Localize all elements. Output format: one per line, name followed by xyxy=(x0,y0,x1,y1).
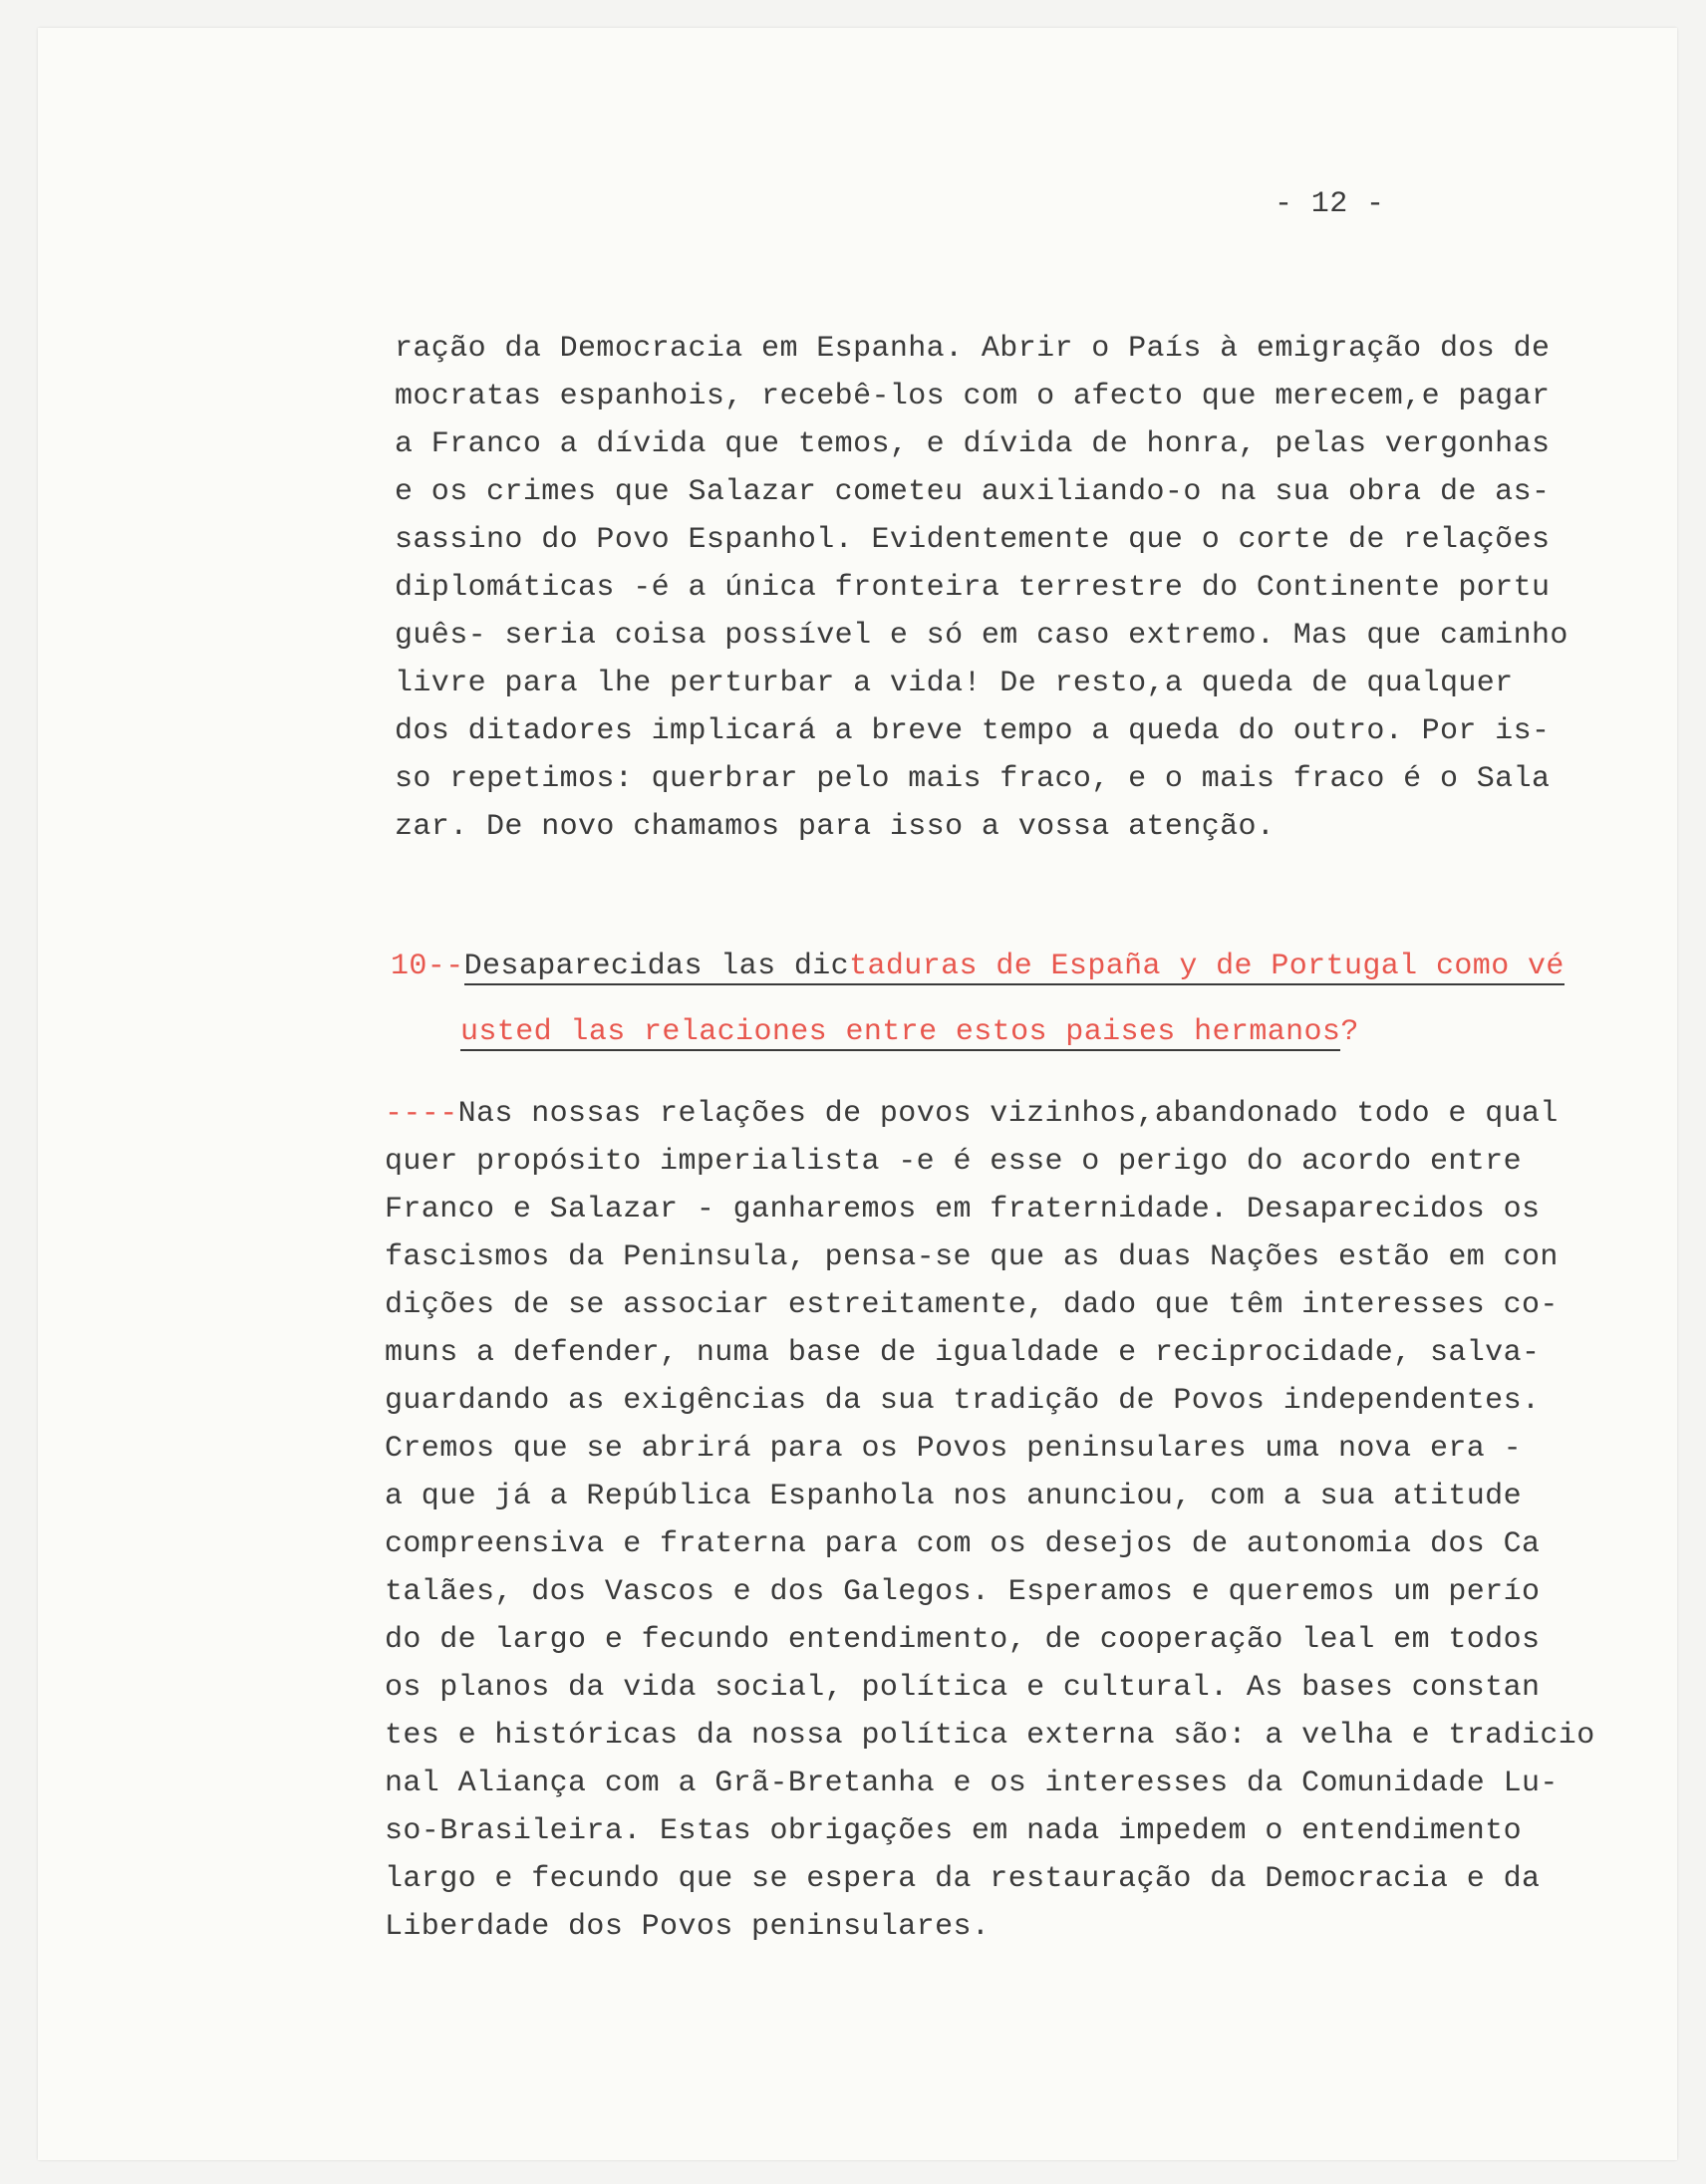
text-line: compreensiva e fraterna para com os desejos de autonomia dos Ca xyxy=(385,1527,1541,1561)
text-line: tes e históricas da nossa política externa são: a velha e tradicio xyxy=(385,1719,1595,1753)
text-line: ração da Democracia em Espanha. Abrir o País à emigração dos de xyxy=(395,332,1551,366)
text-line: Franco e Salazar - ganharemos em fraternidade. Desaparecidos os xyxy=(385,1193,1541,1227)
question-heading-line-2 xyxy=(460,1010,1359,1054)
text-line: fascismos da Peninsula, pensa-se que as duas Nações estão em con xyxy=(385,1240,1559,1274)
text-line: largo e fecundo que se espera da restauração da Democracia e da xyxy=(385,1862,1541,1896)
question-text-black: Desaparecidas las dic xyxy=(463,950,850,983)
text-line: mocratas espanhois, recebê-los com o afecto que merecem,e pagar xyxy=(395,380,1551,413)
text-line: so-Brasileira. Estas obrigações em nada impedem o entendimento xyxy=(385,1814,1522,1848)
text-line: zar. De novo chamamos para isso a vossa atenção. xyxy=(395,810,1276,844)
text-line: do de largo e fecundo entendimento, de cooperação leal em todos xyxy=(385,1623,1541,1657)
text-line: diplomáticas -é a única fronteira terrestre do Continente portu xyxy=(395,571,1551,605)
text-line: dições de se associar estreitamente, dado que têm interesses co- xyxy=(385,1288,1559,1322)
text-line: sassino do Povo Espanhol. Evidentemente que o corte de relações xyxy=(395,523,1551,557)
text-line: guardando as exigências da sua tradição de Povos independentes. xyxy=(385,1384,1541,1418)
question-number: 10-- xyxy=(391,950,464,983)
text-line: dos ditadores implicará a breve tempo a queda do outro. Por is- xyxy=(395,714,1551,748)
text-line: Liberdade dos Povos peninsulares. xyxy=(385,1910,991,1944)
question-mark: ? xyxy=(1340,1015,1359,1049)
text-line: quer propósito imperialista -e é esse o perigo do acordo entre xyxy=(385,1145,1522,1179)
text-line: talães, dos Vascos e dos Galegos. Esperamos e queremos um perío xyxy=(385,1575,1541,1609)
question-heading-line-1 xyxy=(391,945,1564,988)
text-line: so repetimos: querbrar pelo mais fraco, e o mais fraco é o Sala xyxy=(395,762,1551,796)
text-line: nal Aliança com a Grã-Bretanha e os interesses da Comunidade Lu- xyxy=(385,1767,1559,1800)
text-line: a Franco a dívida que temos, e dívida de honra, pelas vergonhas xyxy=(395,427,1551,461)
text-line: Cremos que se abrirá para os Povos peninsulares uma nova era - xyxy=(385,1432,1522,1466)
page-number: - 12 - xyxy=(1275,187,1385,221)
text-line xyxy=(385,1094,1559,1134)
text-line: muns a defender, numa base de igualdade e reciprocidade, salva- xyxy=(385,1336,1541,1370)
question-text-red-2: usted las relaciones entre estos paises hermanos xyxy=(460,1015,1341,1049)
text-line-content: Nas nossas relações de povos vizinhos,abandonado todo e qual xyxy=(457,1097,1559,1131)
text-line: os planos da vida social, política e cultural. As bases constan xyxy=(385,1671,1541,1705)
text-line: a que já a República Espanhola nos anunciou, com a sua atitude xyxy=(385,1480,1522,1513)
text-line: guês- seria coisa possível e só em caso extremo. Mas que caminho xyxy=(395,619,1568,653)
text-line: livre para lhe perturbar a vida! De resto,a queda de qualquer xyxy=(395,667,1514,700)
text-line: e os crimes que Salazar cometeu auxiliando-o na sua obra de as- xyxy=(395,475,1551,509)
answer-prefix: ---- xyxy=(385,1097,458,1131)
question-text-red: taduras de España y de Portugal como vé xyxy=(849,950,1564,983)
